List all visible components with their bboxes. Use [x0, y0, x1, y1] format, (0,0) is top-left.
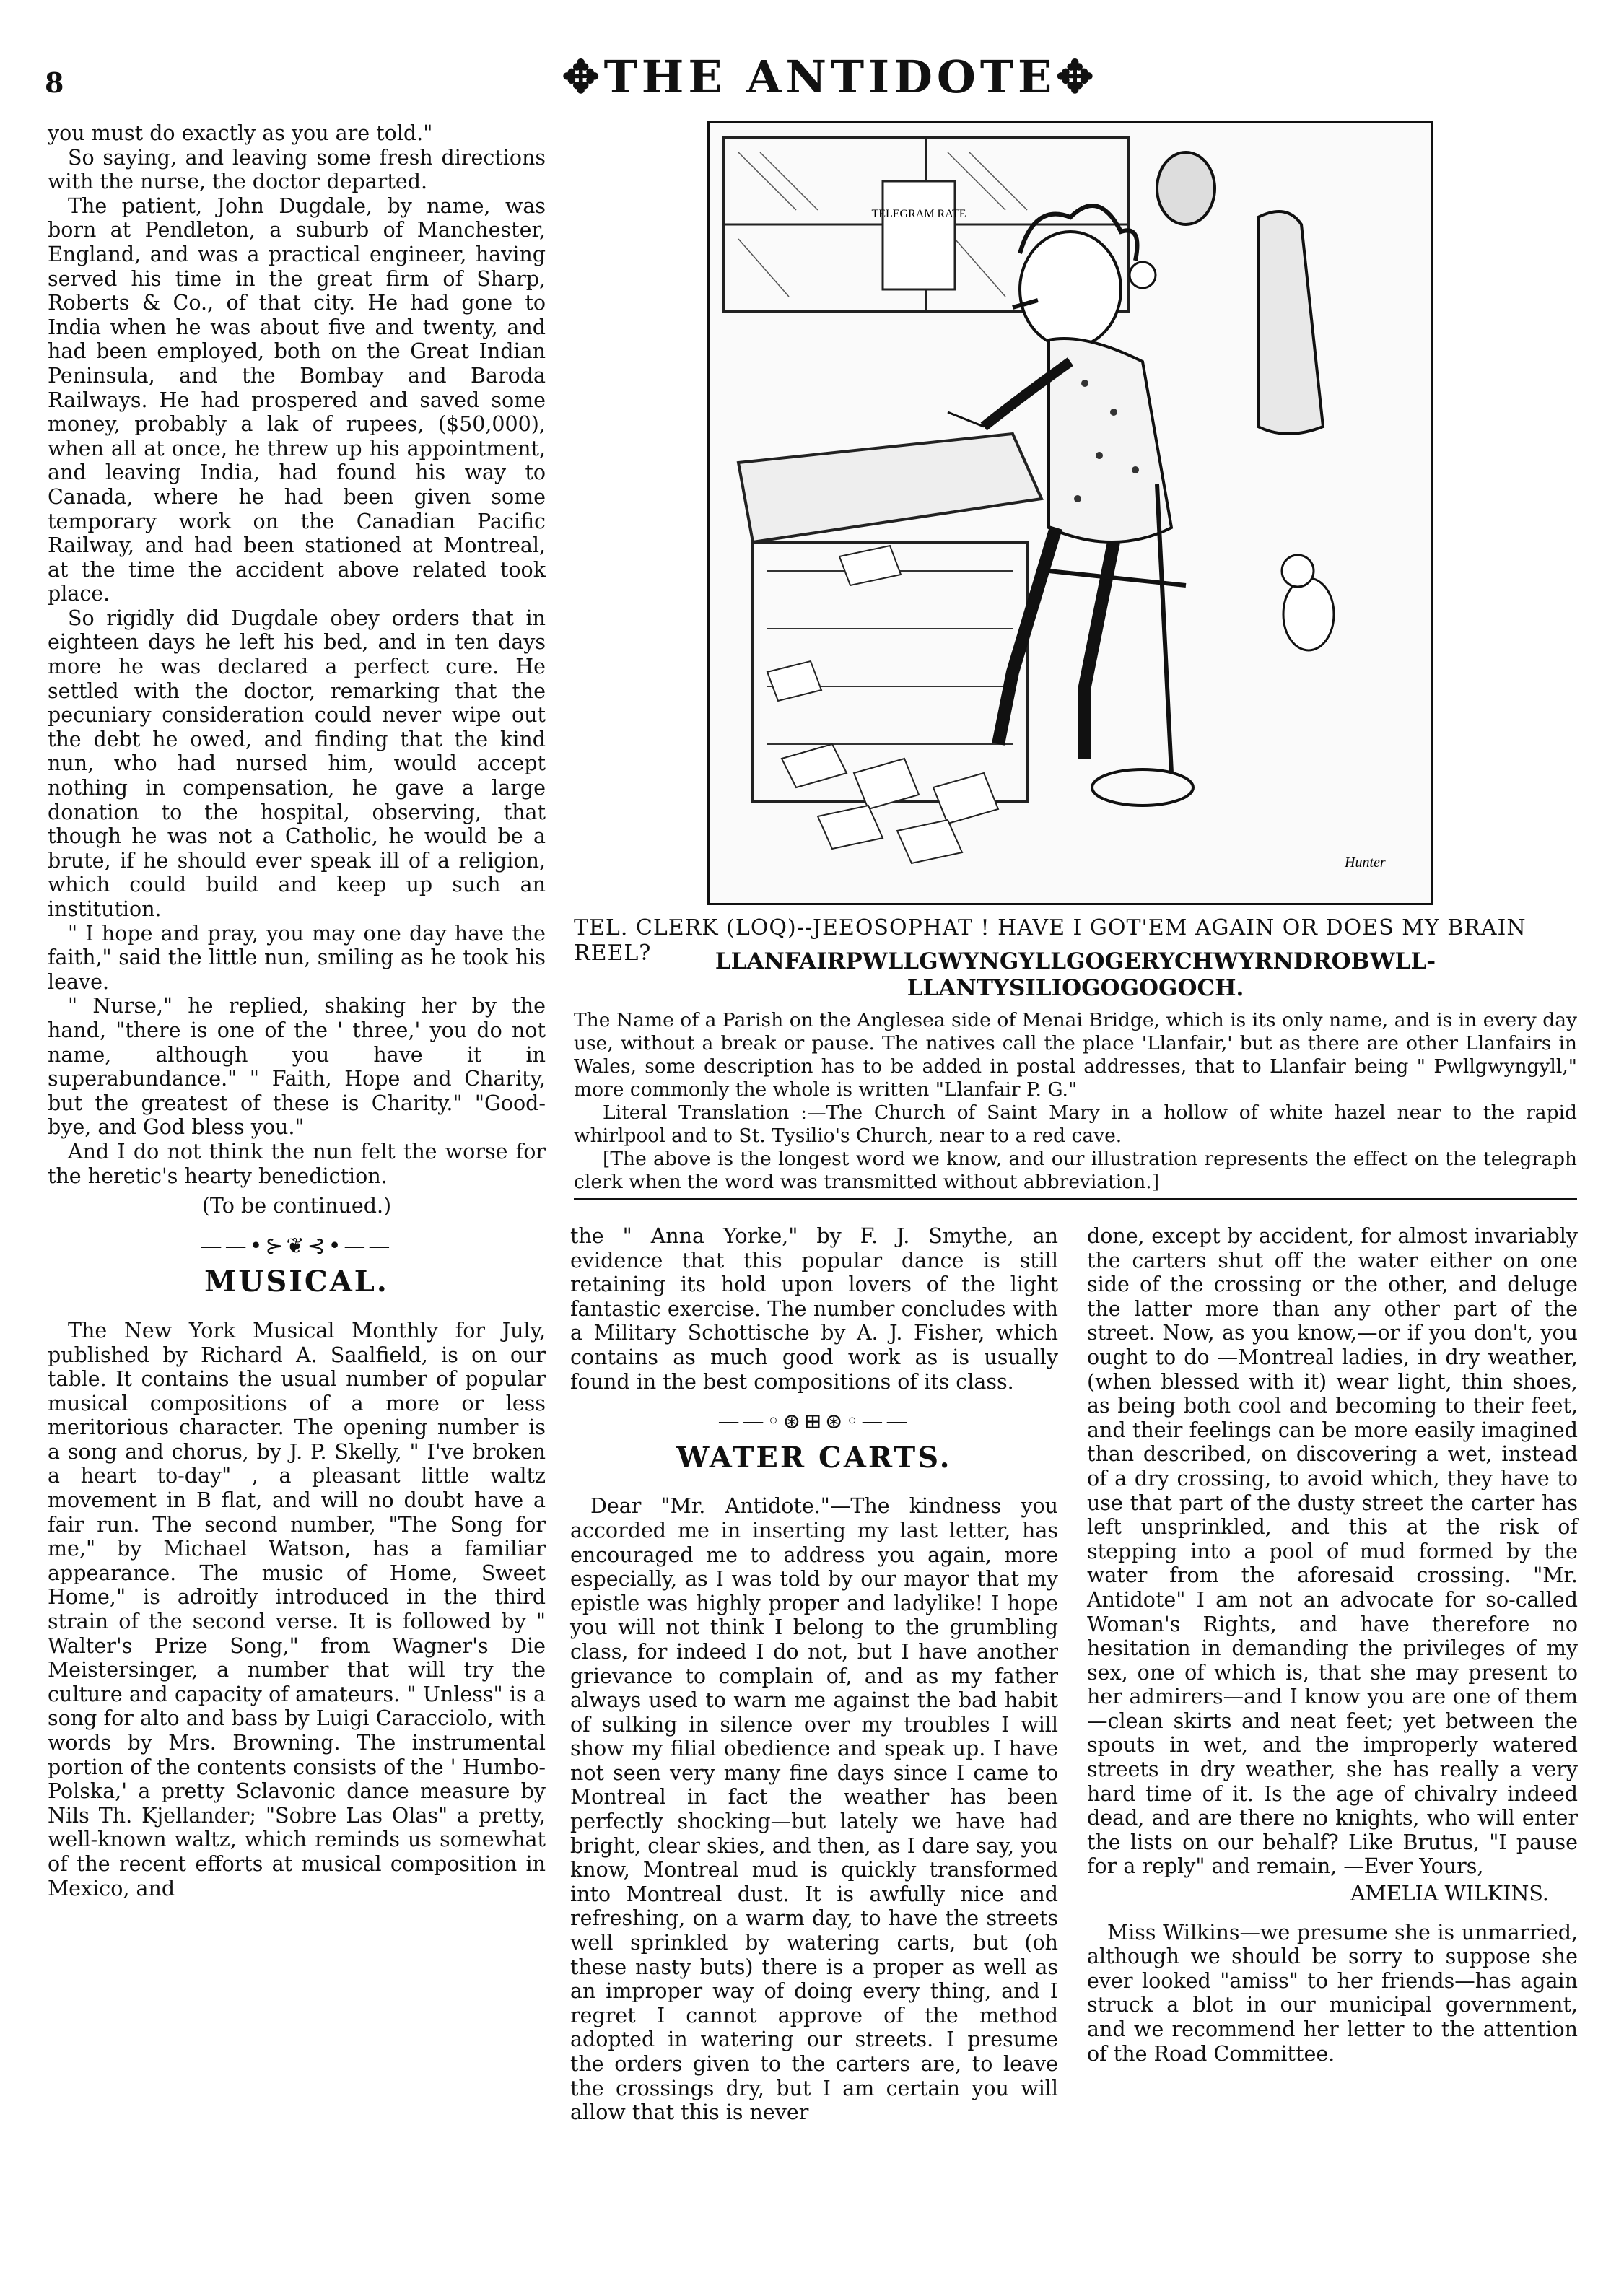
- column-2: [570, 1224, 1058, 2125]
- paragraph: So rigidly did Dugdale obey orders that in eighteen days he left his bed, and in ten days more he was declared a perfect cure. He settled with the doctor, remarking that the pecuniary consideration could never wipe out the debt he owed, and finding that the kind nun, who had nursed him, would accept nothing in compensation, he gave a large donation to the hospital, observing, that though he was not a Catholic, he would be a brute, if he should ever speak ill of a religion, which could build and keep up such an institution.: [48, 606, 546, 921]
- column-3: [1087, 1224, 1578, 2066]
- masthead-title: ✥THE ANTIDOTE✥: [562, 51, 1099, 103]
- paragraph: you must do exactly as you are told.": [48, 121, 433, 145]
- paragraph: Miss Wilkins—we presume she is unmarried, although we should be sorry to suppose she ever looked "amiss" to her friends—has again struck a blot in our municipal government, and we recommend her letter to the attention of the Road Committee.: [1087, 1920, 1578, 2066]
- column-1: [48, 121, 546, 1900]
- paragraph: done, except by accident, for almost invariably the carters shut off the water either on one side of the crossing or the other, and deluge the latter more than any other part of the street. Now, as you know,—or if you don't, you ought to do —Montreal ladies, in dry weather, (when blessed with it) wear light, thin shoes, as being both cool and becoming to their feet, and their feelings can be more easily imagined than described, on discovering a wet, instead of a dry crossing, to avoid which, they have to use that part of the dusty street the carter has left unsprinkled, and this at the risk of stepping into a pool of mud formed by the water from the aforesaid crossing. "Mr. Antidote" I am not an advocate for so-called Woman's Rights, and have therefore no hesitation in demanding the privileges of my sex, one of which is, that she may present to her admirers—and I know you are one of them—clean skirts and neat feet; yet between the spouts in wet, and the improperly watered streets in dry weather, she has really a very hard time of it. Is the age of chivalry indeed dead, and are there no knights, who will enter the lists on our behalf? Like Brutus, "I pause for a reply" and remain, —Ever Yours,: [1087, 1224, 1578, 1879]
- caption-note: [The above is the longest word we know, and our illustration represents the effect on the telegraph clerk when the word was transmitted without abbreviation.]: [574, 1148, 1577, 1193]
- caption-body: [574, 1009, 1577, 1194]
- caption-paragraph: The Name of a Parish on the Anglesea side of Menai Bridge, which is its only name, and is in every day use, without a break or pause. The natives call the place 'Llanfair,' but as there are other Llanfairs in Wales, some description has to be added in postal addresses, that to Llanfair being " Pwllgwyngyll," more commonly the whole is written "Llanfair P. G.": [574, 1009, 1577, 1101]
- paragraph: " Nurse," he replied, shaking her by the hand, "there is one of the ' three,' you do not name, although you have it in superabundance." " Faith, Hope and Charity, but the greatest of these is Charity." "Good-bye, and God bless you.": [48, 994, 546, 1140]
- paragraph: And I do not think the nun felt the worse for the heretic's hearty benediction.: [48, 1139, 546, 1188]
- long-word-line-2: LLANTYSILIOGOGOGOCH.: [907, 975, 1244, 1001]
- section-ornament: ——◦⊛⊞⊛◦——: [717, 1409, 911, 1435]
- clerk-drawing: [710, 123, 1431, 903]
- paragraph: The patient, John Dugdale, by name, was born at Pendleton, a suburb of Manchester, England, and was a practical engineer, having served his time in the great firm of Sharp, Roberts & Co., of that city. He had gone to India when he was about five and twenty, and had been employed, both on the Great Indian Peninsula, and the Bombay and Baroda Railways. He had prospered and saved some money, probably a lak of rupees, ($50,000), when all at once, he threw up his appointment, and leaving India, had found his way to Canada, where he had been given some temporary work on the Canadian Pacific Railway, and had been stationed at Montreal, at the time the accident above related took place.: [48, 193, 546, 606]
- paragraph: " I hope and pray, you may one day have the faith," said the little nun, smiling as he took his leave.: [48, 921, 546, 994]
- divider-rule: [574, 1198, 1577, 1200]
- sign-text: TELEGRAM RATE: [871, 208, 966, 220]
- illustration-telegraph-clerk: [707, 121, 1433, 905]
- musical-heading: MUSICAL.: [204, 1265, 389, 1299]
- long-word-line-1: LLANFAIRPWLLGWYNGYLLGOGERYCHWYRNDROBWLL-: [715, 948, 1436, 974]
- water-carts-heading: WATER CARTS.: [676, 1440, 952, 1475]
- artist-signature: Hunter: [1345, 855, 1386, 870]
- caption-translation: Literal Translation :—The Church of Saint Mary in a hollow of white hazel near to the rapid whirlpool and to St. Tysilio's Church, near to a red cave.: [574, 1101, 1577, 1147]
- section-ornament: ——•⊱❦⊰•——: [200, 1233, 393, 1259]
- paragraph: The New York Musical Monthly for July, published by Richard A. Saalfield, is on our table. It contains the usual number of popular musical compositions of a more or less meritorious character. The opening number is a song and chorus, by J. P. Skelly, " I've broken a heart to-day" , a pleasant little waltz movement in B flat, and will no doubt have a fair run. The second number, "The Song for me," by Michael Watson, has a familiar appearance. The music of Home, Sweet Home," is adroitly introduced in the third strain of the second verse. It is followed by " Walter's Prize Song," from Wagner's Die Meistersinger, a number that will try the culture and capacity of amateurs. " Unless" is a song for alto and bass by Luigi Caracciolo, with words by Mrs. Browning. The instrumental portion of the contents consists of the ' Humbo-Polska,' a pretty Sclavonic dance measure by Nils Th. Kjellander; "Sobre Las Olas" a pretty, well-known waltz, which reminds us somewhat of the recent efforts at musical composition in Mexico, and: [48, 1318, 546, 1900]
- paragraph: So saying, and leaving some fresh directions with the nurse, the doctor departed.: [48, 145, 546, 194]
- to-be-continued: (To be continued.): [201, 1194, 392, 1218]
- paragraph: Dear "Mr. Antidote."—The kindness you accorded me in inserting my last letter, has encouraged me to address you again, more especially, as I was told by our mayor that my epistle was highly proper and ladylike! I hope you will not think I belong to the grumbling class, for indeed I do not, but I have another grievance to complain of, and as my father always used to warn me against the bad habit of sulking in silence over my troubles I will show my filial obedience and speak up. I have not seen very many fine days since I came to Montreal in fact the weather has been perfectly shocking—but lately we have had bright, clear skies, and then, as I dare say, you know, Montreal mud is quickly transformed into Montreal dust. It is awfully nice and refreshing, on a warm day, to have the streets well sprinkled by watering carts, but (oh these nasty buts) there is a proper as well as an improper way of doing every thing, and I regret I cannot approve of the method adopted in watering our streets. I presume the orders given to the carters are, to leave the crossings dry, but I am certain you will allow that this is never: [570, 1494, 1058, 2125]
- paragraph: the " Anna Yorke," by F. J. Smythe, an evidence that this popular dance is still retaining its hold upon lovers of the light fantastic exercise. The number concludes with a Military Schottische by A. J. Fisher, which contains as much good work as is usually found in the best compositions of its class.: [570, 1224, 1058, 1394]
- page-number: 8: [45, 66, 64, 99]
- letter-signature: AMELIA WILKINS.: [1350, 1882, 1549, 1906]
- long-word: [606, 948, 1545, 1002]
- caption-title: TEL. CLERK (LOQ)--JEEOSOPHAT ! HAVE I GOT'EM AGAIN OR DOES MY BRAIN REEL?: [574, 915, 1527, 966]
